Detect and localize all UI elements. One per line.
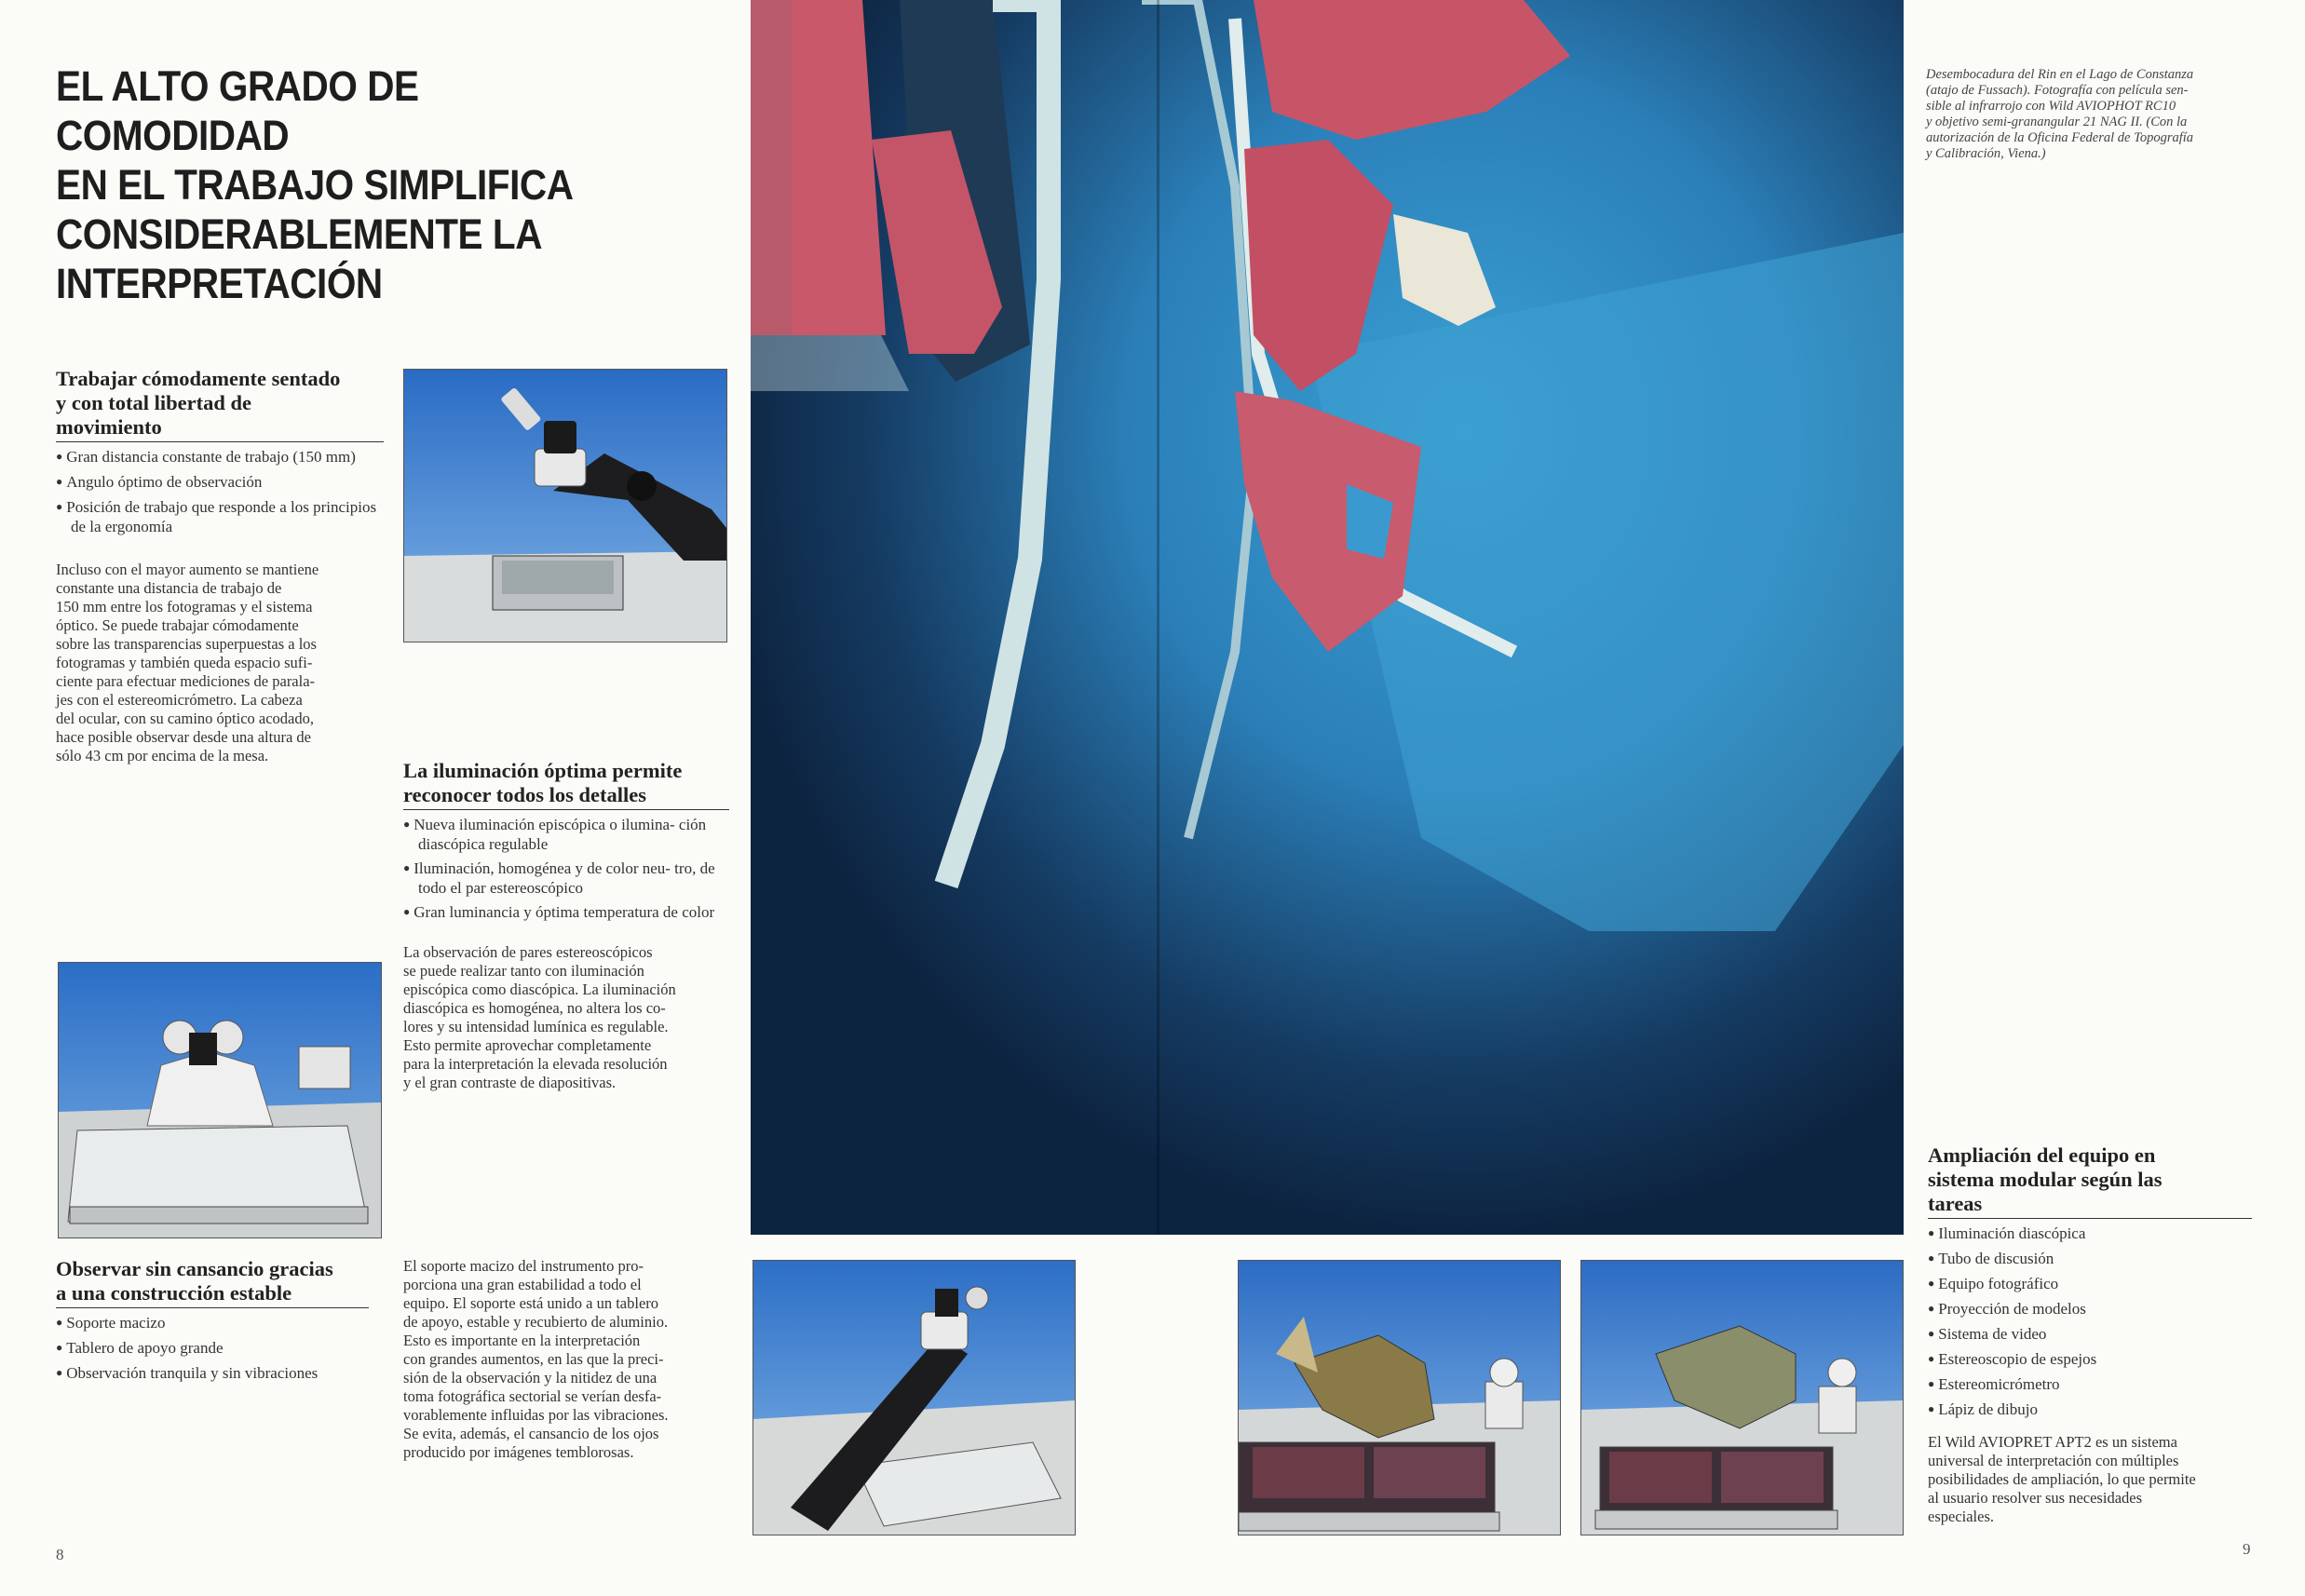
list-item: ● Nueva iluminación episcópica o ilumina- ción diascópica regulable [403, 816, 729, 854]
body-text [56, 561, 384, 765]
body-line: especiales. [1928, 1508, 1995, 1525]
caption-line: y objetivo semi-granangular 21 NAG II. (Con la [1926, 115, 2188, 129]
body-line: del ocular, con su camino óptico acodado, [56, 710, 314, 727]
body-text [403, 943, 729, 1092]
list-item: ● Estereomicrómetro [1928, 1375, 2252, 1395]
bullet-list [1928, 1224, 2252, 1420]
headline-line: INTERPRETACIÓN [56, 260, 383, 307]
body-line: Esto es importante en la interpretación [403, 1332, 641, 1349]
caption-line: y Calibración, Viena.) [1926, 146, 2046, 161]
fold-line [1157, 0, 1159, 1235]
bullet-list [56, 1314, 369, 1384]
section-heading [1928, 1143, 2252, 1219]
body-line: Esto permite aprovechar completamente [403, 1036, 652, 1054]
body-line: sobre las transparencias superpuestas a los [56, 635, 317, 653]
body-line: con grandes aumentos, en las que la preci- [403, 1350, 664, 1368]
caption-line: sible al infrarrojo con Wild AVIOPHOT RC10 [1926, 99, 2176, 114]
body-line: al usuario resolver sus necesidades [1928, 1489, 2143, 1507]
heading-line: Ampliación del equipo en [1928, 1143, 2156, 1167]
body-line: El Wild AVIOPRET APT2 es un sistema [1928, 1433, 2177, 1451]
caption-line: Desembocadura del Rin en el Lago de Constanza [1926, 67, 2194, 82]
list-item: ● Observación tranquila y sin vibraciones [56, 1364, 369, 1384]
body-line: óptico. Se puede trabajar cómodamente [56, 616, 299, 634]
body-line: equipo. El soporte está unido a un tablero [403, 1294, 659, 1312]
photo-microscope-side [753, 1260, 1076, 1535]
heading-line: La iluminación óptima permite [403, 759, 683, 782]
section-stability [56, 1257, 369, 1384]
heading-line: Observar sin cansancio gracias [56, 1257, 333, 1280]
section-illumination [403, 759, 729, 1092]
body-line: fotogramas y también queda espacio sufi- [56, 654, 313, 671]
photo-microscope-table [58, 962, 382, 1238]
photo-caption [1926, 67, 2261, 162]
heading-line: tareas [1928, 1192, 1983, 1215]
heading-line: reconocer todos los detalles [403, 783, 647, 806]
heading-line: sistema modular según las [1928, 1168, 2163, 1191]
body-line: toma fotográfica sectorial se verían desfa- [403, 1387, 662, 1405]
page-title [56, 61, 643, 308]
bullet-list [56, 448, 384, 536]
list-item: ● Proyección de modelos [1928, 1300, 2252, 1319]
list-item: ● Sistema de video [1928, 1325, 2252, 1345]
photo-microscope-arm [403, 369, 727, 642]
list-item: ● Iluminación, homogénea y de color neu- tro, de todo el par estereoscópico [403, 859, 729, 898]
body-line: se puede realizar tanto con iluminación [403, 962, 644, 980]
body-line: universal de interpretación con múltiples [1928, 1452, 2179, 1469]
body-line: para la interpretación la elevada resolución [403, 1055, 668, 1073]
photo-mirror-stereoscope [1238, 1260, 1561, 1535]
caption-line: (atajo de Fussach). Fotografía con película sen- [1926, 83, 2189, 98]
list-item: ● Tubo de discusión [1928, 1250, 2252, 1269]
body-line: porciona una gran estabilidad a todo el [403, 1276, 642, 1293]
body-line: vorablemente influidas por las vibraciones. [403, 1406, 669, 1424]
list-item: ● Angulo óptimo de observación [56, 473, 384, 493]
body-line: ciente para efectuar mediciones de parala- [56, 672, 316, 690]
aerial-photo-rhine-delta [751, 0, 1904, 1235]
section-heading [403, 759, 729, 810]
body-line: Incluso con el mayor aumento se mantiene [56, 561, 319, 578]
headline-line: CONSIDERABLEMENTE LA [56, 210, 543, 258]
list-item: ● Posición de trabajo que responde a los principios de la ergonomía [56, 498, 384, 536]
page-number-left: 8 [56, 1546, 64, 1563]
headline-line: EL ALTO GRADO DE COMODIDAD [56, 62, 419, 159]
body-line: posibilidades de ampliación, lo que permite [1928, 1470, 2196, 1488]
page-number-right: 9 [2243, 1540, 2251, 1558]
list-item: ● Tablero de apoyo grande [56, 1339, 369, 1359]
body-line: sión de la observación y la nitidez de una [403, 1369, 658, 1386]
list-item: ● Estereoscopio de espejos [1928, 1350, 2252, 1370]
body-line: de apoyo, estable y recubierto de aluminio. [403, 1313, 669, 1331]
list-item: ● Soporte macizo [56, 1314, 369, 1333]
section-modular-system [1928, 1143, 2252, 1526]
section-comfort [56, 367, 384, 765]
heading-line: a una construcción estable [56, 1281, 292, 1305]
body-line: Se evita, además, el cansancio de los ojos [403, 1425, 659, 1442]
body-line: jes con el estereomicrómetro. La cabeza [56, 691, 303, 709]
body-line: lores y su intensidad lumínica es regulable. [403, 1018, 669, 1035]
body-line: constante una distancia de trabajo de [56, 579, 282, 597]
heading-line: movimiento [56, 415, 162, 439]
body-text [1928, 1433, 2252, 1526]
body-line: sólo 43 cm por encima de la mesa. [56, 747, 269, 764]
body-line: 150 mm entre los fotogramas y el sistema [56, 598, 313, 615]
body-line: diascópica es homogénea, no altera los co- [403, 999, 666, 1017]
body-line: La observación de pares estereoscópicos [403, 943, 653, 961]
heading-line: Trabajar cómodamente sentado [56, 367, 341, 390]
list-item: ● Gran luminancia y óptima temperatura de color [403, 903, 729, 923]
caption-line: autorización de la Oficina Federal de Topografía [1926, 130, 2194, 145]
body-line: episcópica como diascópica. La iluminación [403, 981, 676, 998]
body-text [403, 1257, 729, 1462]
heading-line: y con total libertad de [56, 391, 251, 414]
body-line: producido por imágenes temblorosas. [403, 1443, 634, 1461]
section-heading [56, 367, 384, 442]
body-line: hace posible observar desde una altura de [56, 728, 311, 746]
photo-mirror-stereoscope-2 [1580, 1260, 1904, 1535]
body-line: El soporte macizo del instrumento pro- [403, 1257, 644, 1275]
list-item: ● Gran distancia constante de trabajo (150 mm) [56, 448, 384, 467]
section-heading [56, 1257, 369, 1308]
list-item: ● Equipo fotográfico [1928, 1275, 2252, 1294]
headline-line: EN EL TRABAJO SIMPLIFICA [56, 161, 574, 209]
list-item: ● Iluminación diascópica [1928, 1224, 2252, 1244]
list-item: ● Lápiz de dibujo [1928, 1400, 2252, 1420]
body-line: y el gran contraste de diapositivas. [403, 1074, 617, 1091]
bullet-list [403, 816, 729, 923]
